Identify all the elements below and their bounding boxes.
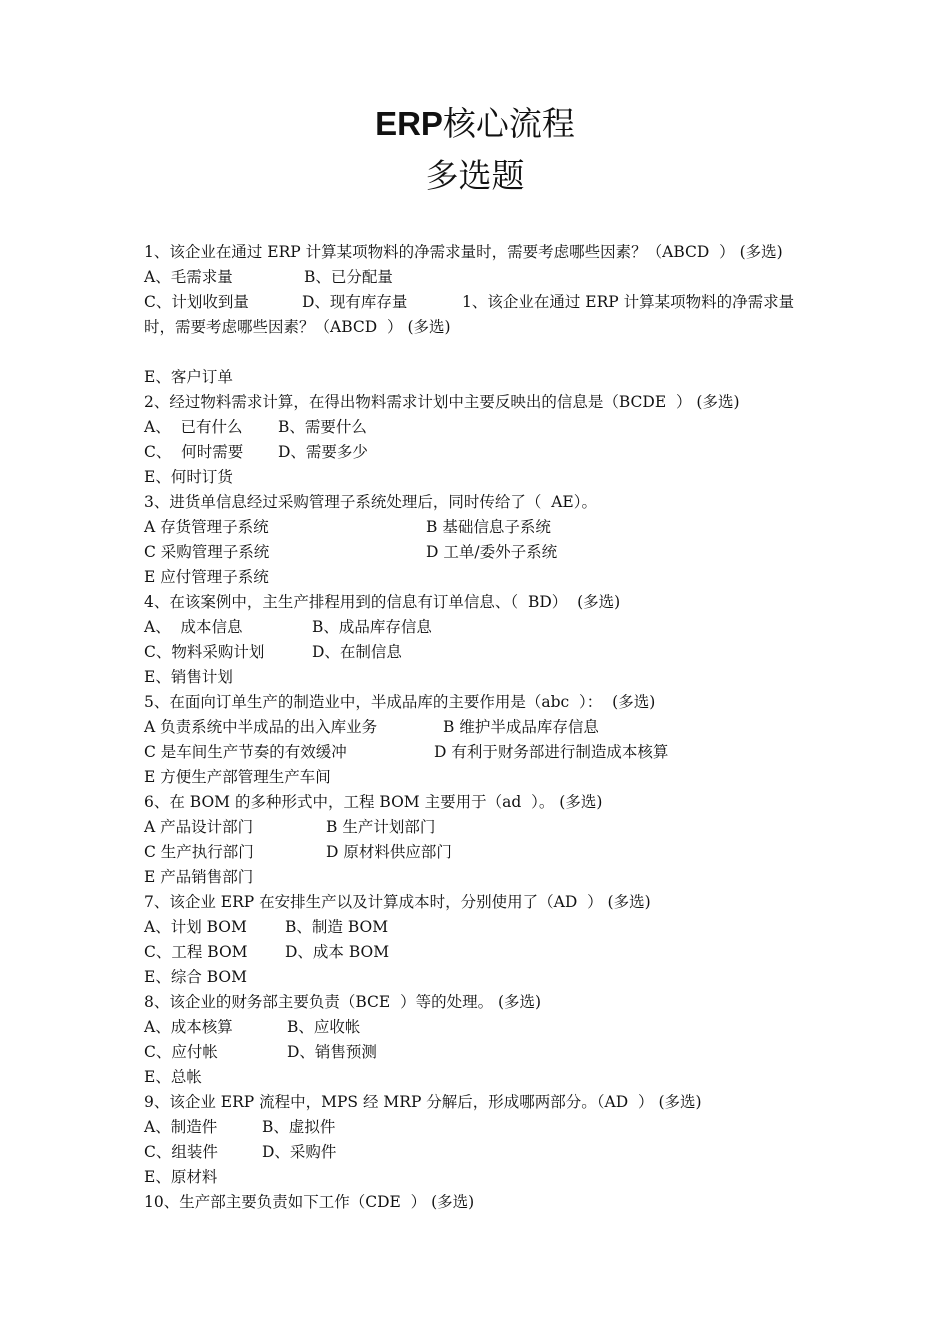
option-d: D、需要多少 (278, 443, 368, 461)
option-a: A、毛需求量 (144, 268, 233, 286)
title-cjk: 核心流程 (442, 104, 575, 143)
question-7: 7、该企业 ERP 在安排生产以及计算成本时，分别使用了（AD ） (多选) (144, 893, 651, 911)
options-row (144, 915, 812, 940)
options-row (144, 940, 812, 965)
options-row (144, 1140, 812, 1165)
option-b: B、制造 BOM (285, 918, 389, 936)
option-e: E、原材料 (144, 1168, 218, 1186)
question-1-duplicate-cont: 时，需要考虑哪些因素？（ABCD ） (多选) (144, 318, 451, 336)
question-2: 2、经过物料需求计算，在得出物料需求计划中主要反映出的信息是（BCDE ） (多选) (144, 393, 740, 411)
option-d: D 有利于财务部进行制造成本核算 (434, 743, 669, 761)
option-b: B、已分配量 (304, 268, 393, 286)
option-d: D、采购件 (262, 1143, 337, 1161)
blank-line (144, 340, 812, 365)
options-row (144, 415, 812, 440)
option-d: D、现有库存量 (302, 293, 408, 311)
option-b: B 维护半成品库存信息 (443, 718, 599, 736)
option-e: E 应付管理子系统 (144, 568, 269, 586)
option-e: E、何时订货 (144, 468, 233, 486)
question-8: 8、该企业的财务部主要负责（BCE ）等的处理。 (多选) (144, 993, 542, 1011)
option-c: C、应付帐 (144, 1043, 218, 1061)
options-row (144, 1040, 812, 1065)
question-3: 3、进货单信息经过采购管理子系统处理后，同时传给了（ AE）。 (144, 493, 597, 511)
question-1: 1、该企业在通过 ERP 计算某项物料的净需求量时，需要考虑哪些因素？（ABCD ） (多选) (144, 243, 783, 261)
option-a: A、制造件 (144, 1118, 218, 1136)
option-c: C、物料采购计划 (144, 643, 265, 661)
question-5: 5、在面向订单生产的制造业中，半成品库的主要作用是（abc ）： (多选) (144, 693, 656, 711)
option-b: B、成品库存信息 (312, 618, 432, 636)
option-e: E、销售计划 (144, 668, 233, 686)
title-latin: ERP (375, 105, 443, 142)
option-a: A、成本核算 (144, 1018, 233, 1036)
question-9: 9、该企业 ERP 流程中，MPS 经 MRP 分解后，形成哪两部分。（AD ） (多选) (144, 1093, 702, 1111)
option-d: D 原材料供应部门 (326, 843, 452, 861)
options-row (144, 640, 812, 665)
option-a: A 负责系统中半成品的出入库业务 (144, 718, 378, 736)
question-6: 6、在 BOM 的多种形式中，工程 BOM 主要用于（ad ）。 (多选) (144, 793, 603, 811)
options-row (144, 265, 812, 290)
option-b: B 基础信息子系统 (426, 518, 551, 536)
question-4: 4、在该案例中，主生产排程用到的信息有订单信息、（ BD） (多选) (144, 593, 621, 611)
question-1-duplicate: 1、该企业在通过 ERP 计算某项物料的净需求量 (462, 293, 795, 311)
options-row (144, 540, 812, 565)
option-e: E、总帐 (144, 1068, 202, 1086)
option-a: A、计划 BOM (144, 918, 247, 936)
options-row (144, 715, 812, 740)
option-d: D 工单/委外子系统 (426, 543, 558, 561)
option-c: C 生产执行部门 (144, 843, 254, 861)
option-e: E 产品销售部门 (144, 868, 254, 886)
option-a: A、 成本信息 (144, 618, 243, 636)
option-e: E、客户订单 (144, 368, 233, 386)
options-row (144, 815, 812, 840)
option-d: D、在制信息 (312, 643, 402, 661)
option-a: A 产品设计部门 (144, 818, 254, 836)
options-row (144, 840, 812, 865)
options-row (144, 740, 812, 765)
option-a: A、 已有什么 (144, 418, 243, 436)
option-d: D、销售预测 (287, 1043, 377, 1061)
options-row (144, 440, 812, 465)
title-subtitle: 多选题 (425, 156, 525, 195)
option-c: C、计划收到量 (144, 293, 249, 311)
options-row (144, 615, 812, 640)
options-row (144, 515, 812, 540)
option-a: A 存货管理子系统 (144, 518, 269, 536)
document-title (0, 102, 950, 198)
option-b: B、虚拟件 (262, 1118, 336, 1136)
options-row (144, 290, 812, 315)
option-c: C、 何时需要 (144, 443, 244, 461)
option-c: C 是车间生产节奏的有效缓冲 (144, 743, 347, 761)
question-10: 10、生产部主要负责如下工作（CDE ） (多选) (144, 1193, 475, 1211)
question-list (144, 240, 812, 1215)
option-b: B 生产计划部门 (326, 818, 436, 836)
option-b: B、应收帐 (287, 1018, 361, 1036)
option-c: C 采购管理子系统 (144, 543, 270, 561)
option-c: C、组装件 (144, 1143, 218, 1161)
option-d: D、成本 BOM (285, 943, 390, 961)
options-row (144, 1015, 812, 1040)
options-row (144, 1115, 812, 1140)
option-c: C、工程 BOM (144, 943, 248, 961)
option-b: B、需要什么 (278, 418, 367, 436)
option-e: E 方便生产部管理生产车间 (144, 768, 331, 786)
title-main (0, 102, 950, 146)
option-e: E、综合 BOM (144, 968, 247, 986)
